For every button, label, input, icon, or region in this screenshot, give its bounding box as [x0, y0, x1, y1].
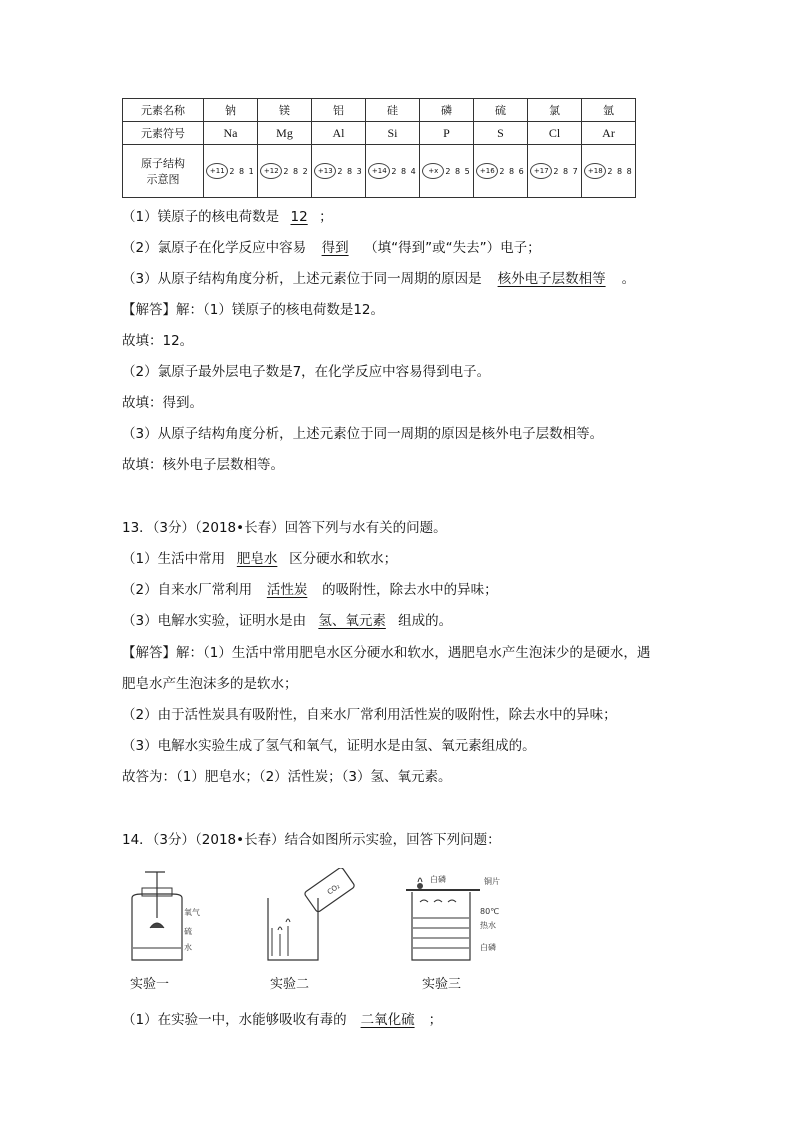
atom-diagram: [312, 145, 366, 198]
question-text: （3）电解水实验，证明水是由: [122, 613, 307, 629]
answer-blank: 核外电子层数相等: [497, 271, 606, 287]
solution-line: 故填：得到。: [122, 395, 203, 411]
q12-part2: [122, 238, 541, 258]
atom-diagram: [258, 145, 312, 198]
question-text: ；: [319, 209, 333, 225]
answer-blank: 得到: [321, 240, 349, 256]
table-cell: P: [420, 122, 474, 145]
figure-label: 硫: [184, 927, 192, 936]
question-text: （2）氯原子在化学反应中容易: [122, 240, 307, 256]
figure-label: 白磷: [480, 943, 496, 952]
table-cell: Mg: [258, 122, 312, 145]
electron-shells: 2 8 3: [337, 166, 363, 176]
question-title: 13．（3分）（2018•长春）回答下列与水有关的问题。: [122, 520, 447, 536]
table-cell: 硫: [474, 99, 528, 122]
atom-diagram: [204, 145, 258, 198]
atom-diagram: [366, 145, 420, 198]
table-cell: 铝: [312, 99, 366, 122]
experiment-two-figure: [262, 868, 362, 968]
q13-part1: [122, 549, 397, 569]
answer-blank: 氢、氧元素: [318, 613, 386, 629]
table-cell: Ar: [582, 122, 636, 145]
figure-label: CO₂: [325, 882, 342, 897]
question-text: 区分硬水和软水；: [289, 551, 398, 567]
table-cell: Na: [204, 122, 258, 145]
question-text: （3）从原子结构角度分析，上述元素位于同一周期的原因是: [122, 271, 482, 287]
atom-diagram: [582, 145, 636, 198]
table-header-line: 示意图: [146, 173, 180, 186]
nucleus-label: +14: [368, 163, 390, 179]
table-header: 元素符号: [123, 122, 204, 145]
table-header-line: 原子结构: [141, 157, 185, 170]
element-table: [122, 98, 636, 198]
solution-line: 肥皂水产生泡沫多的是软水；: [122, 676, 298, 692]
table-header: 元素名称: [123, 99, 204, 122]
electron-shells: 2 8 7: [553, 166, 579, 176]
nucleus-label: +18: [584, 163, 606, 179]
figure-label: 氧气: [184, 908, 200, 917]
table-header: [123, 145, 204, 198]
answer-blank: 肥皂水: [236, 551, 278, 567]
question-text: 组成的。: [398, 613, 453, 629]
figure-label: 铜片: [484, 877, 500, 886]
table-cell: S: [474, 122, 528, 145]
electron-shells: 2 8 4: [391, 166, 417, 176]
nucleus-label: +13: [314, 163, 336, 179]
nucleus-label: +x: [422, 163, 444, 179]
table-cell: 镁: [258, 99, 312, 122]
q12-part1: [122, 207, 333, 227]
q13-part2: [122, 580, 498, 600]
question-text: （1）在实验一中，水能够吸收有毒的: [122, 1012, 347, 1028]
atom-diagram: [528, 145, 582, 198]
solution-line: （2）由于活性炭具有吸附性，自来水厂常利用活性炭的吸附性，除去水中的异味；: [122, 707, 617, 723]
answer-blank: 活性炭: [266, 582, 308, 598]
q14-part1: [122, 1010, 442, 1030]
solution-line: 故答为：（1）肥皂水；（2）活性炭；（3）氢、氧元素。: [122, 769, 452, 785]
solution-line: 故填：12。: [122, 333, 194, 349]
table-cell: 钠: [204, 99, 258, 122]
solution-line: （2）氯原子最外层电子数是7，在化学反应中容易得到电子。: [122, 364, 491, 380]
electron-shells: 2 8 8: [607, 166, 633, 176]
atom-diagram: [474, 145, 528, 198]
solution-line: 【解答】解：（1）生活中常用肥皂水区分硬水和软水，遇肥皂水产生泡沫少的是硬水，遇: [122, 645, 651, 661]
electron-shells: 2 8 1: [229, 166, 255, 176]
figure-caption: 实验一: [130, 977, 170, 992]
nucleus-label: +16: [476, 163, 498, 179]
q13-part3: [122, 611, 452, 631]
question-title: 14．（3分）（2018•长春）结合如图所示实验，回答下列问题：: [122, 832, 501, 848]
figure-label: 水: [184, 943, 192, 952]
figure-caption: 实验二: [270, 977, 310, 992]
electron-shells: 2 8 2: [283, 166, 309, 176]
table-cell: 磷: [420, 99, 474, 122]
table-cell: 氩: [582, 99, 636, 122]
electron-shells: 2 8 5: [445, 166, 471, 176]
electron-shells: 2 8 6: [499, 166, 525, 176]
answer-blank: 12: [290, 209, 308, 225]
nucleus-label: +11: [206, 163, 228, 179]
table-cell: 硅: [366, 99, 420, 122]
question-text: （2）自来水厂常利用: [122, 582, 253, 598]
figure-label: 白磷: [430, 875, 446, 884]
figure-caption: 实验三: [422, 977, 462, 992]
atom-diagram: [420, 145, 474, 198]
solution-line: 故填：核外电子层数相等。: [122, 457, 284, 473]
figure-label: 热水: [480, 921, 496, 930]
experiment-three-figure: [400, 868, 530, 968]
question-text: ；: [428, 1012, 443, 1028]
solution-line: （3）从原子结构角度分析，上述元素位于同一周期的原因是核外电子层数相等。: [122, 426, 604, 442]
question-text: （填“得到”或“失去”）电子；: [364, 240, 541, 256]
nucleus-label: +17: [530, 163, 552, 179]
question-text: （1）生活中常用: [122, 551, 226, 567]
figure-label: 80℃: [480, 907, 500, 916]
question-text: 的吸附性，除去水中的异味；: [322, 582, 498, 598]
table-cell: Al: [312, 122, 366, 145]
experiment-one-figure: [120, 868, 210, 968]
table-cell: 氯: [528, 99, 582, 122]
table-cell: Si: [366, 122, 420, 145]
solution-line: 【解答】解：（1）镁原子的核电荷数是12。: [122, 302, 385, 318]
solution-line: （3）电解水实验生成了氢气和氧气，证明水是由氢、氧元素组成的。: [122, 738, 536, 754]
question-text: 。: [621, 271, 636, 287]
nucleus-label: +12: [260, 163, 282, 179]
q12-part3: [122, 269, 635, 289]
table-cell: Cl: [528, 122, 582, 145]
answer-blank: 二氧化硫: [360, 1012, 415, 1028]
question-text: （1）镁原子的核电荷数是: [122, 209, 280, 225]
